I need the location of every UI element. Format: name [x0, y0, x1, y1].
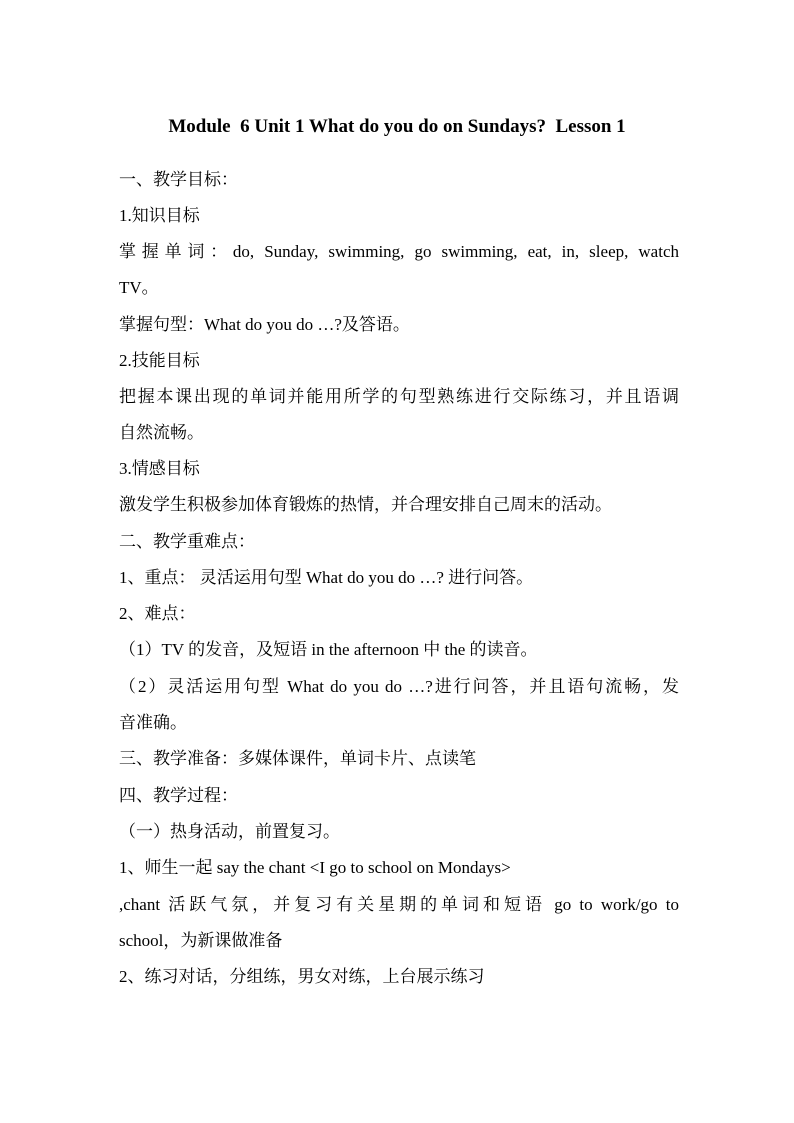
paragraph-line: 把握本课出现的单词并能用所学的句型熟练进行交际练习，并且语调: [119, 387, 679, 406]
subheading-skills: 2.技能目标: [119, 351, 200, 370]
paragraph-line: 掌握单词：do, Sunday, swimming, go swimming, eat, in, sleep, watch: [119, 242, 679, 261]
subheading-knowledge: 1.知识目标: [119, 206, 200, 225]
document-title: Module 6 Unit 1 What do you do on Sundays? Lesson 1: [168, 116, 626, 137]
section-heading-objectives: 一、教学目标：: [119, 170, 238, 189]
paragraph-line: ,chant 活跃气氛，并复习有关星期的单词和短语 go to work/go to: [119, 895, 679, 914]
paragraph-line: TV。: [119, 278, 159, 297]
paragraph-line: 激发学生积极参加体育锻炼的热情，并合理安排自己周末的活动。: [119, 495, 612, 514]
paragraph-line: （1）TV 的发音，及短语 in the afternoon 中 the 的读音。: [119, 640, 538, 659]
paragraph-line: 音准确。: [119, 713, 187, 732]
paragraph-line: 自然流畅。: [119, 423, 204, 442]
paragraph-line: 1、重点： 灵活运用句型 What do you do …? 进行问答。: [119, 568, 534, 587]
paragraph-line: 2、练习对话，分组练，男女对练，上台展示练习: [119, 967, 485, 986]
subheading-affect: 3.情感目标: [119, 459, 200, 478]
section-heading-preparation: 三、教学准备：多媒体课件，单词卡片、点读笔: [119, 749, 476, 768]
paragraph-line: 1、师生一起 say the chant <I go to school on Mondays>: [119, 858, 511, 877]
paragraph-line: 掌握句型：What do you do …?及答语。: [119, 315, 410, 334]
section-heading-key-points: 二、教学重难点：: [119, 532, 255, 551]
paragraph-line: school，为新课做准备: [119, 931, 283, 950]
paragraph-line: （2）灵活运用句型 What do you do …?进行问答，并且语句流畅，发: [119, 677, 679, 696]
subheading-warmup: （一）热身活动，前置复习。: [119, 822, 340, 841]
section-heading-process: 四、教学过程：: [119, 786, 238, 805]
paragraph-line: 2、难点：: [119, 604, 196, 623]
